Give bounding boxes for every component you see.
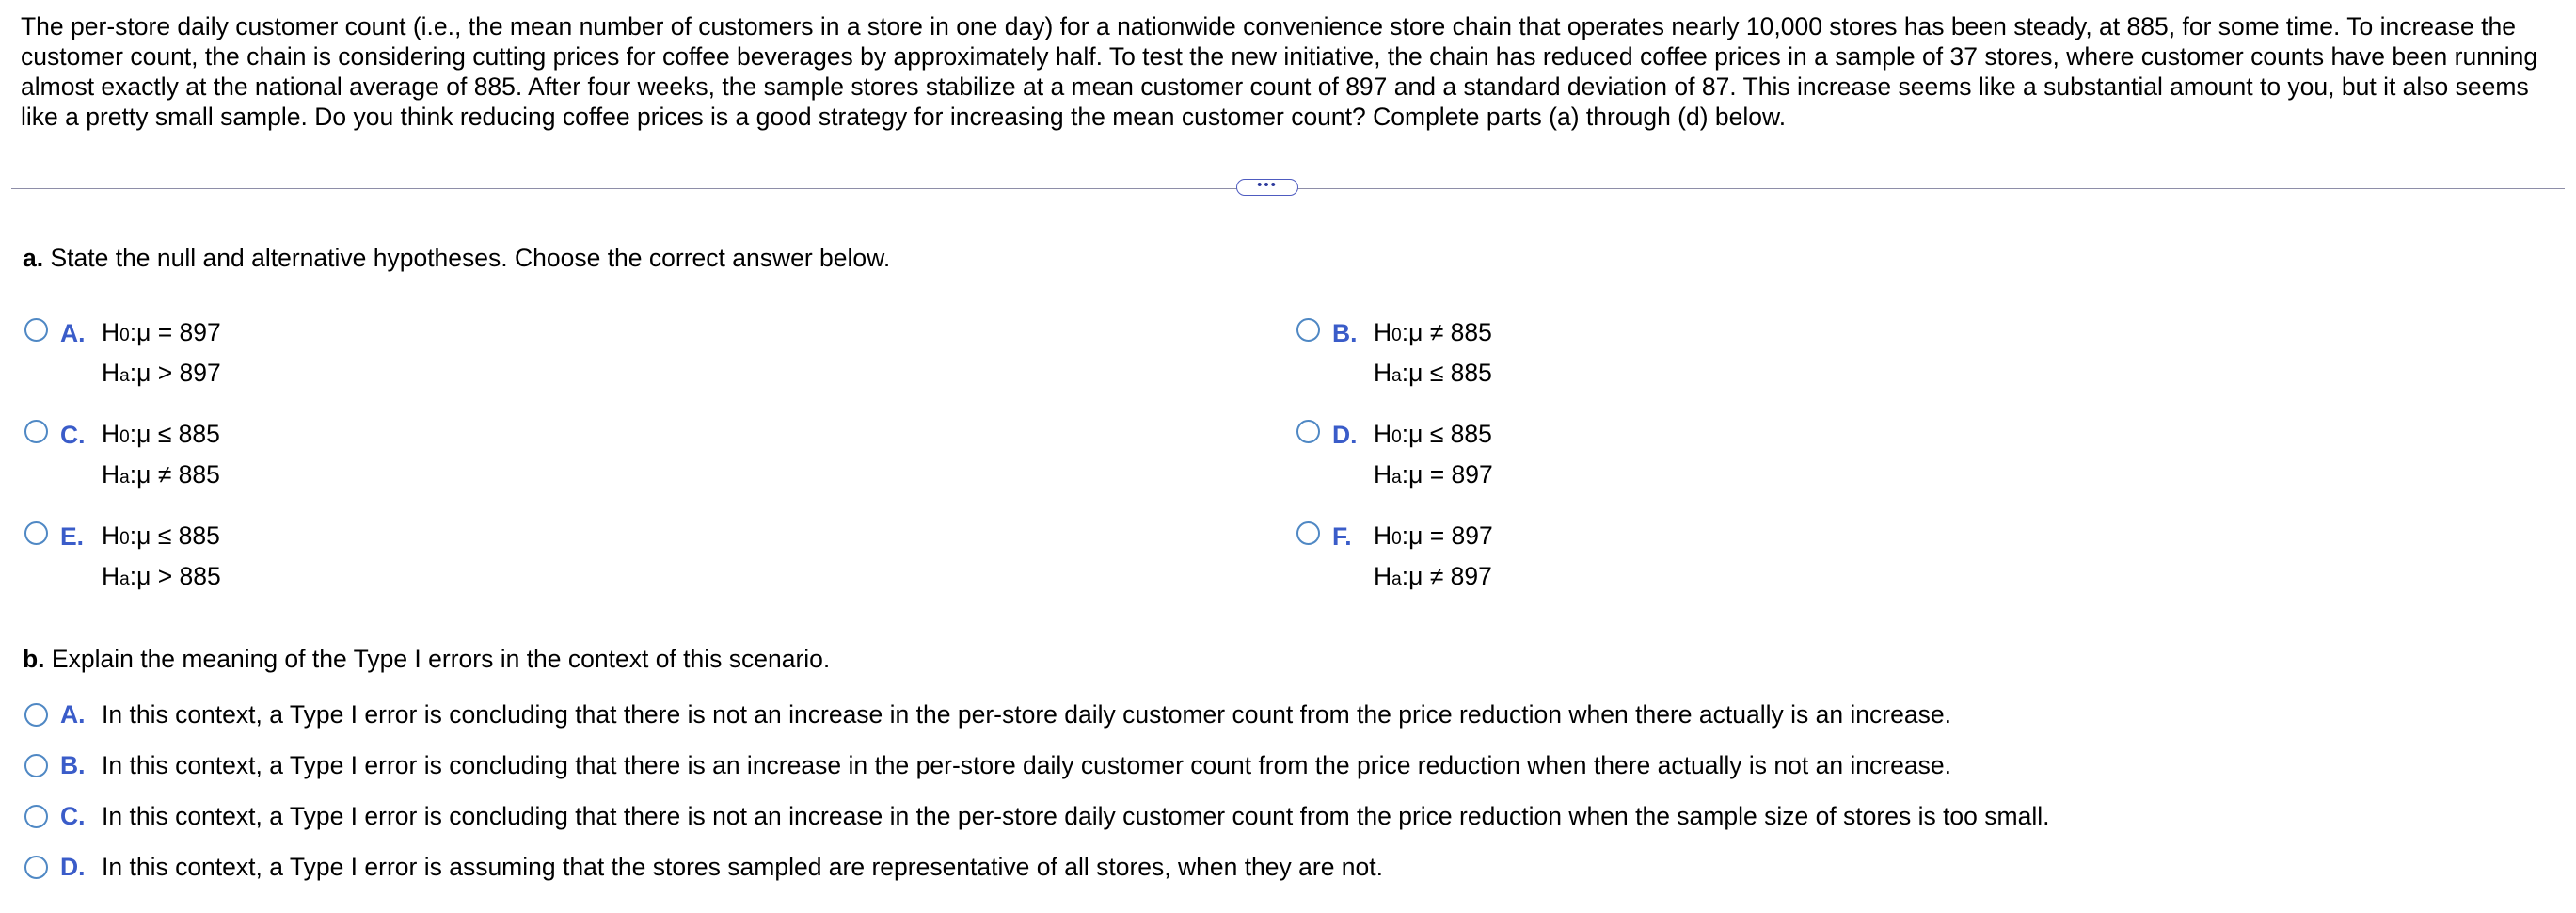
choice-letter: E. [60, 522, 85, 551]
choice-letter: D. [1332, 421, 1358, 449]
hypotheses [1374, 414, 1493, 495]
radio-button[interactable] [24, 805, 48, 828]
radio-button[interactable] [24, 318, 48, 342]
alternative-hypothesis: H a :μ ≠ 885 [102, 460, 220, 489]
null-hypothesis: H 0 :μ = 897 [102, 318, 221, 346]
part-a-question [23, 243, 890, 273]
choice-text: In this context, a Type I error is concluding that there is not an increase in the per-store daily customer count from the price reduction when the sample size of stores is too small. [102, 802, 2050, 830]
null-hypothesis: H 0 :μ ≤ 885 [102, 420, 220, 448]
hypotheses [102, 516, 221, 597]
part-a-choice-f[interactable] [1296, 521, 1493, 597]
part-b-choice-c[interactable] [24, 801, 2049, 831]
radio-button[interactable] [24, 521, 48, 545]
choice-text: In this context, a Type I error is concluding that there is not an increase in the per-store daily customer count from the price reduction when there actually is an increase. [102, 700, 1951, 729]
part-b-question [23, 644, 830, 674]
radio-button[interactable] [1296, 318, 1320, 342]
null-hypothesis: H 0 :μ = 897 [1374, 521, 1493, 550]
choice-text: In this context, a Type I error is assuming that the stores sampled are representative of all stores, when they are not. [102, 853, 1384, 881]
part-a-choice-c[interactable] [24, 420, 220, 495]
choice-letter: B. [1332, 319, 1358, 347]
part-b-choice-d[interactable] [24, 852, 1383, 882]
null-hypothesis: H 0 :μ ≤ 885 [1374, 420, 1492, 448]
alternative-hypothesis: H a :μ > 897 [102, 359, 221, 387]
radio-button[interactable] [24, 856, 48, 879]
part-a-choice-b[interactable] [1296, 318, 1492, 393]
null-hypothesis: H 0 :μ ≠ 885 [1374, 318, 1492, 346]
expand-more-button[interactable]: ••• [1236, 179, 1298, 196]
choice-letter: A. [60, 700, 86, 729]
null-hypothesis: H 0 :μ ≤ 885 [102, 521, 220, 550]
radio-button[interactable] [24, 754, 48, 777]
part-a-choice-a[interactable] [24, 318, 221, 393]
radio-button[interactable] [1296, 521, 1320, 545]
problem-statement: The per-store daily customer count (i.e., the mean number of customers in a store in one day) for a nationwide convenience store chain that operates nearly 10,000 stores has been steady, at 885, for some time. To increase the customer count, the chain is considering cutting prices for coffee beverages by approximately half. To test the new initiative, the chain has reduced coffee prices in a sample of 37 stores, where customer counts have been running almost exactly at the national average of 885. After four weeks, the sample stores stabilize at a mean customer count of 897 and a standard deviation of 87. This increase seems like a substantial amount to you, but it also seems like a pretty small sample. Do you think reducing coffee prices is a good strategy for increasing the mean customer count? Complete parts (a) through (d) below. [21, 12, 2538, 131]
choice-text: In this context, a Type I error is concluding that there is an increase in the per-store daily customer count from the price reduction when there actually is not an increase. [102, 751, 1951, 779]
choice-letter: D. [60, 853, 86, 881]
hypotheses [1374, 516, 1493, 597]
alternative-hypothesis: H a :μ ≠ 897 [1374, 562, 1492, 590]
part-b-label: b. [23, 645, 45, 673]
choice-letter: C. [60, 802, 86, 830]
hypotheses [102, 414, 220, 495]
alternative-hypothesis: H a :μ ≤ 885 [1374, 359, 1492, 387]
radio-button[interactable] [24, 420, 48, 443]
part-b-choice-b[interactable] [24, 750, 1951, 780]
radio-button[interactable] [1296, 420, 1320, 443]
radio-button[interactable] [24, 703, 48, 727]
part-a-label: a. [23, 244, 44, 272]
choice-letter: F. [1332, 522, 1352, 551]
part-a-choice-d[interactable] [1296, 420, 1493, 495]
choice-letter: B. [60, 751, 86, 779]
hypotheses [1374, 312, 1492, 393]
part-b-prompt: Explain the meaning of the Type I errors in the context of this scenario. [44, 645, 831, 673]
hypotheses [102, 312, 221, 393]
alternative-hypothesis: H a :μ = 897 [1374, 460, 1493, 489]
part-b-choice-a[interactable] [24, 699, 1951, 729]
part-a-choice-e[interactable] [24, 521, 221, 597]
alternative-hypothesis: H a :μ > 885 [102, 562, 221, 590]
part-a-prompt: State the null and alternative hypotheses. Choose the correct answer below. [43, 244, 891, 272]
choice-letter: A. [60, 319, 86, 347]
choice-letter: C. [60, 421, 86, 449]
